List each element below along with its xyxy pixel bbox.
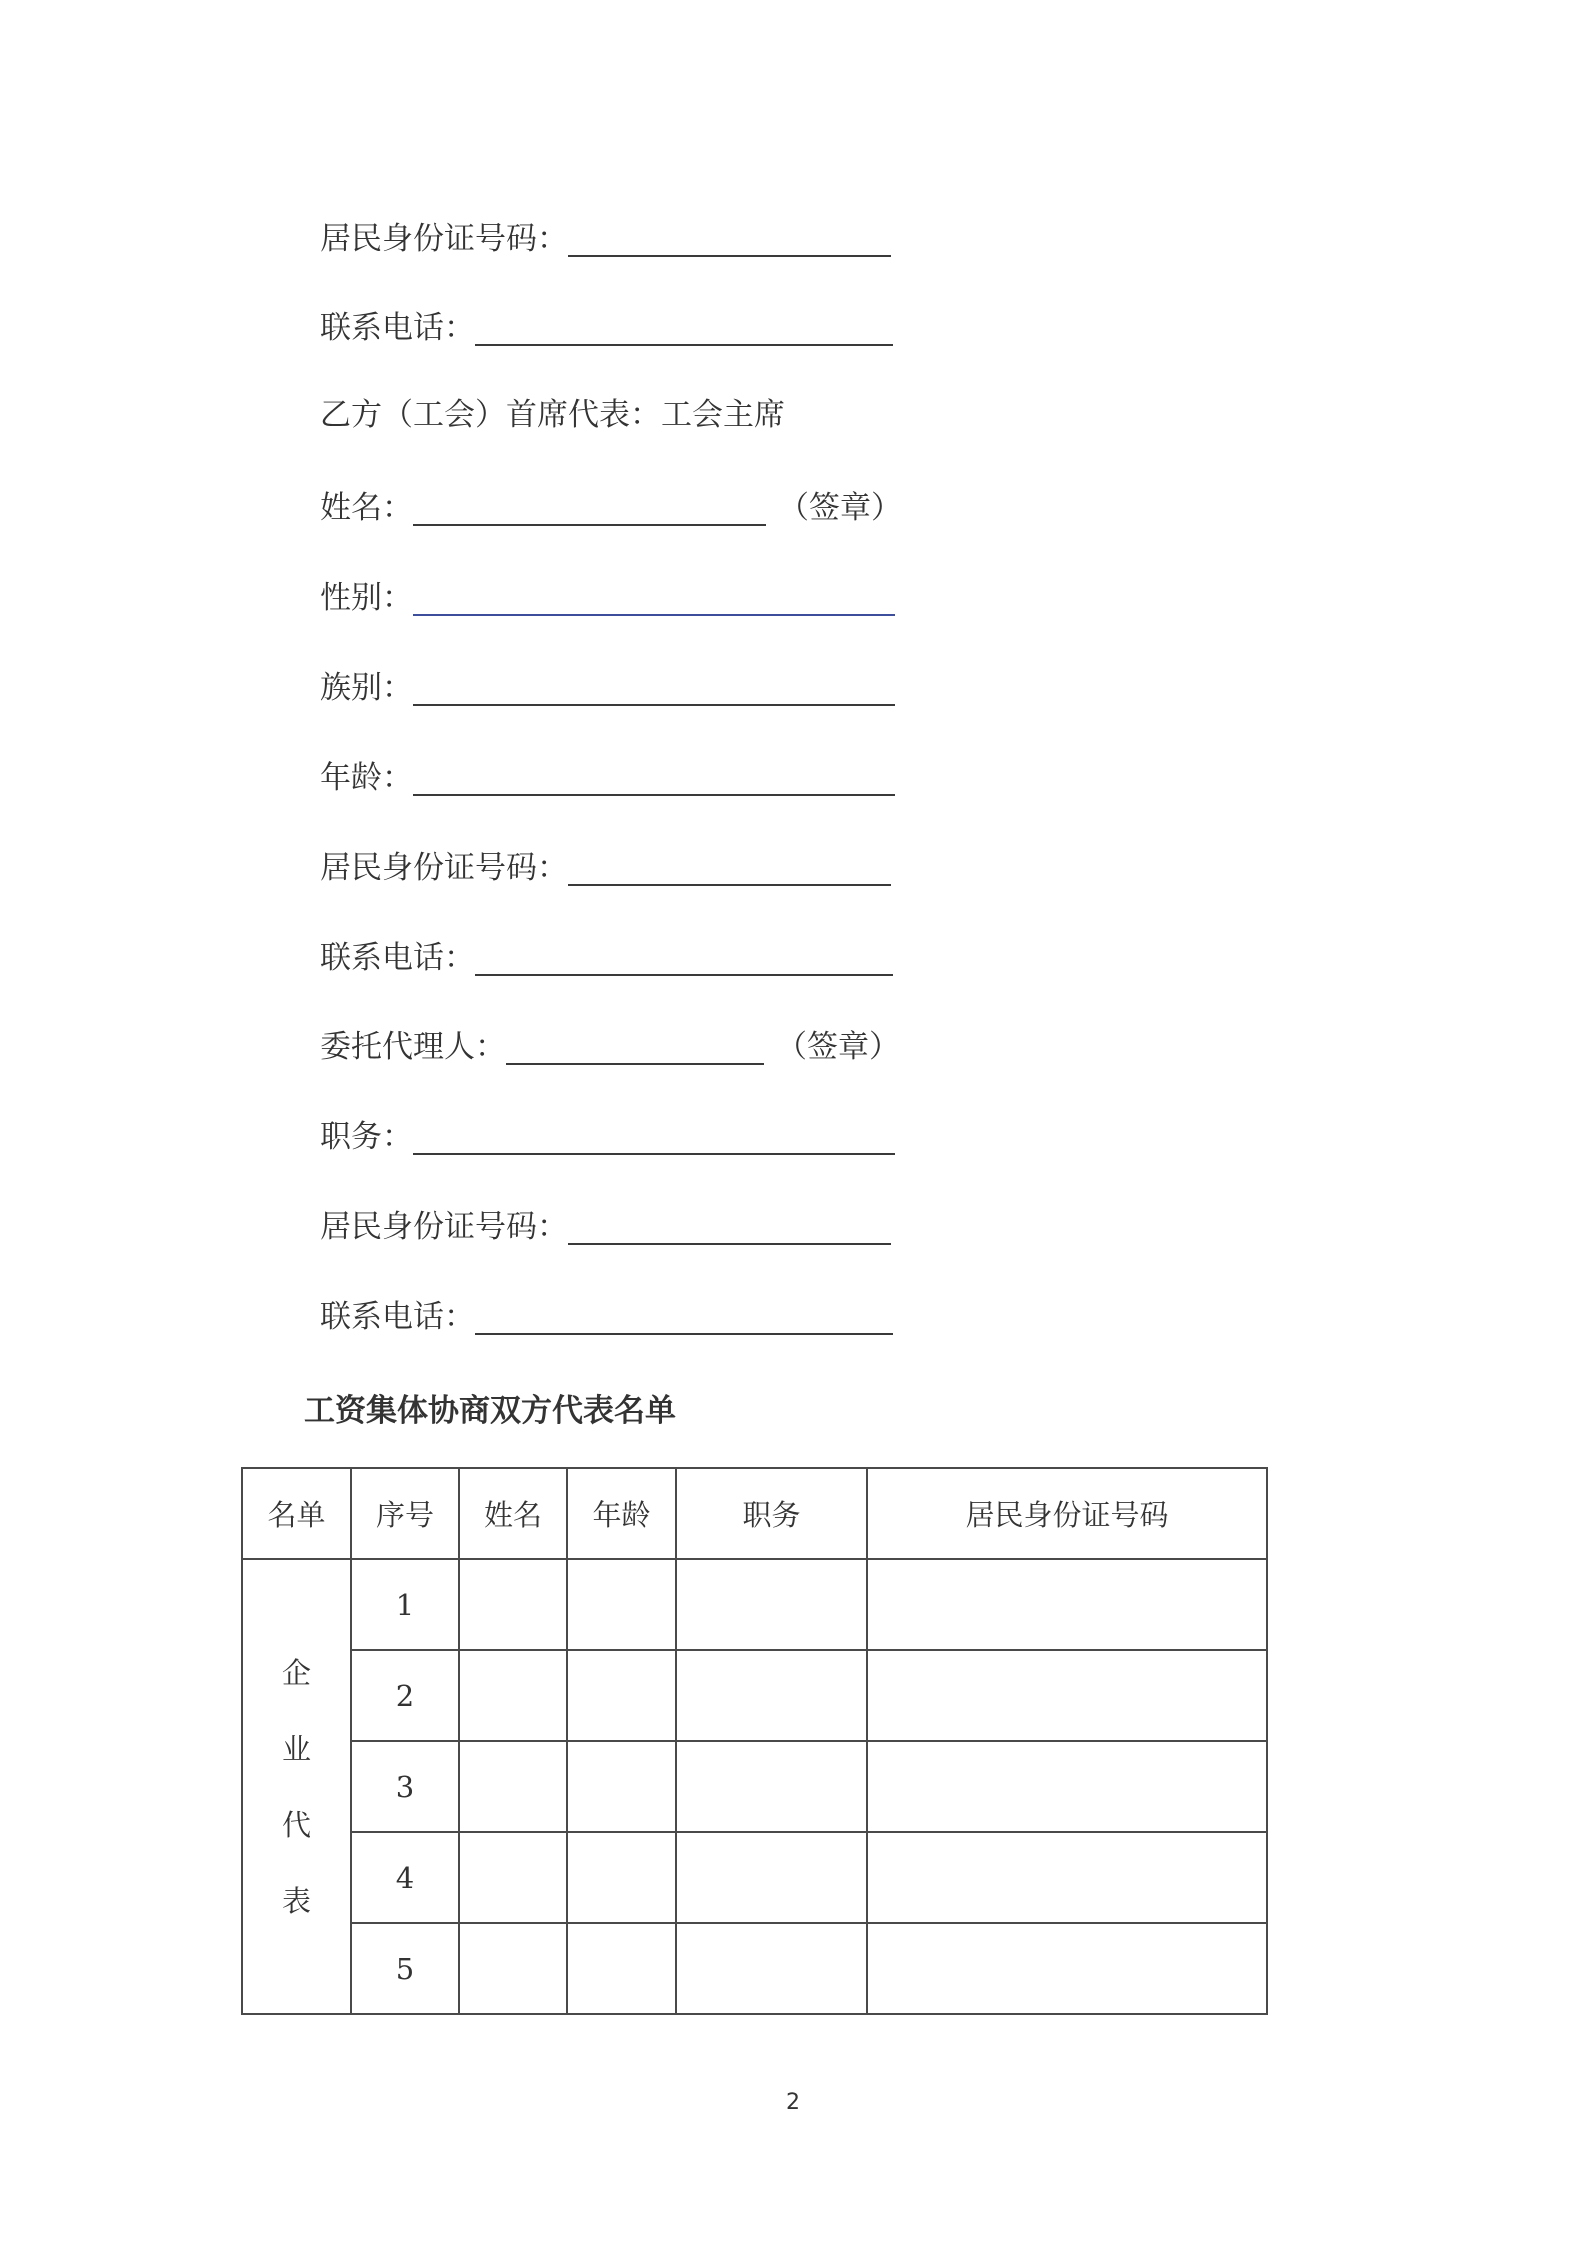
name-cell[interactable]: [459, 1741, 567, 1832]
id-number-label: 居民身份证号码：: [320, 221, 568, 257]
gender-blank[interactable]: [413, 614, 895, 616]
position-field: [320, 1103, 895, 1163]
position-cell[interactable]: [676, 1650, 867, 1741]
age-label: 年龄：: [320, 760, 413, 796]
table-header-row: [242, 1468, 1267, 1559]
position-cell[interactable]: [676, 1832, 867, 1923]
page-number: 2: [786, 2090, 800, 2115]
age-blank[interactable]: [413, 794, 895, 796]
table-title: 工资集体协商双方代表名单: [304, 1393, 676, 1429]
phone-blank[interactable]: [475, 344, 893, 346]
phone-blank[interactable]: [475, 974, 893, 976]
header-age: 年龄: [567, 1468, 676, 1559]
position-cell[interactable]: [676, 1741, 867, 1832]
age-cell[interactable]: [567, 1559, 676, 1650]
id-number-field-3: [320, 1193, 891, 1253]
id-number-cell[interactable]: [867, 1923, 1267, 2014]
table-row: [242, 1741, 1267, 1832]
group-label-enterprise-reps: [242, 1559, 351, 2014]
name-blank[interactable]: [413, 524, 766, 526]
phone-field-1: [320, 294, 893, 354]
id-number-label: 居民身份证号码：: [320, 850, 568, 886]
name-cell[interactable]: [459, 1559, 567, 1650]
name-cell[interactable]: [459, 1832, 567, 1923]
row-number: 3: [351, 1741, 459, 1832]
phone-blank[interactable]: [475, 1333, 893, 1335]
table-row: [242, 1650, 1267, 1741]
age-cell[interactable]: [567, 1650, 676, 1741]
id-number-label: 居民身份证号码：: [320, 1209, 568, 1245]
name-seal-note: （签章）: [778, 490, 902, 526]
phone-label: 联系电话：: [320, 940, 475, 976]
id-number-field-2: [320, 834, 891, 894]
header-id-number: 居民身份证号码: [867, 1468, 1267, 1559]
ethnicity-field: [320, 654, 895, 714]
representatives-table: [241, 1467, 1268, 2015]
position-cell[interactable]: [676, 1559, 867, 1650]
id-number-blank[interactable]: [568, 884, 891, 886]
id-number-cell[interactable]: [867, 1741, 1267, 1832]
id-number-blank[interactable]: [568, 1243, 891, 1245]
position-blank[interactable]: [413, 1153, 895, 1155]
group-label-char: 代: [281, 1807, 311, 1842]
name-cell[interactable]: [459, 1923, 567, 2014]
age-cell[interactable]: [567, 1832, 676, 1923]
group-label-char: 企: [281, 1655, 311, 1690]
row-number: 1: [351, 1559, 459, 1650]
header-name: 姓名: [459, 1468, 567, 1559]
agent-seal-note: （签章）: [776, 1029, 900, 1065]
name-label: 姓名：: [320, 490, 413, 526]
ethnicity-label: 族别：: [320, 670, 413, 706]
phone-label: 联系电话：: [320, 1299, 475, 1335]
party-b-heading: 乙方（工会）首席代表：工会主席: [320, 397, 785, 433]
table-row: [242, 1923, 1267, 2014]
position-cell[interactable]: [676, 1923, 867, 2014]
group-label-char: 表: [281, 1883, 311, 1918]
table-row: [242, 1832, 1267, 1923]
table-row: [242, 1559, 1267, 1650]
group-label-char: 业: [281, 1731, 311, 1766]
id-number-field-1: [320, 205, 891, 265]
phone-label: 联系电话：: [320, 310, 475, 346]
id-number-cell[interactable]: [867, 1650, 1267, 1741]
phone-field-2: [320, 924, 893, 984]
id-number-blank[interactable]: [568, 255, 891, 257]
age-cell[interactable]: [567, 1741, 676, 1832]
agent-label: 委托代理人：: [320, 1029, 506, 1065]
ethnicity-blank[interactable]: [413, 704, 895, 706]
age-field: [320, 744, 895, 804]
position-label: 职务：: [320, 1119, 413, 1155]
id-number-cell[interactable]: [867, 1832, 1267, 1923]
header-list: 名单: [242, 1468, 351, 1559]
id-number-cell[interactable]: [867, 1559, 1267, 1650]
phone-field-3: [320, 1283, 893, 1343]
row-number: 5: [351, 1923, 459, 2014]
age-cell[interactable]: [567, 1923, 676, 2014]
agent-blank[interactable]: [506, 1063, 764, 1065]
row-number: 2: [351, 1650, 459, 1741]
gender-label: 性别：: [320, 580, 413, 616]
name-cell[interactable]: [459, 1650, 567, 1741]
row-number: 4: [351, 1832, 459, 1923]
header-position: 职务: [676, 1468, 867, 1559]
gender-field: [320, 564, 895, 624]
name-field: [320, 474, 902, 534]
header-serial: 序号: [351, 1468, 459, 1559]
agent-field: [320, 1013, 900, 1073]
